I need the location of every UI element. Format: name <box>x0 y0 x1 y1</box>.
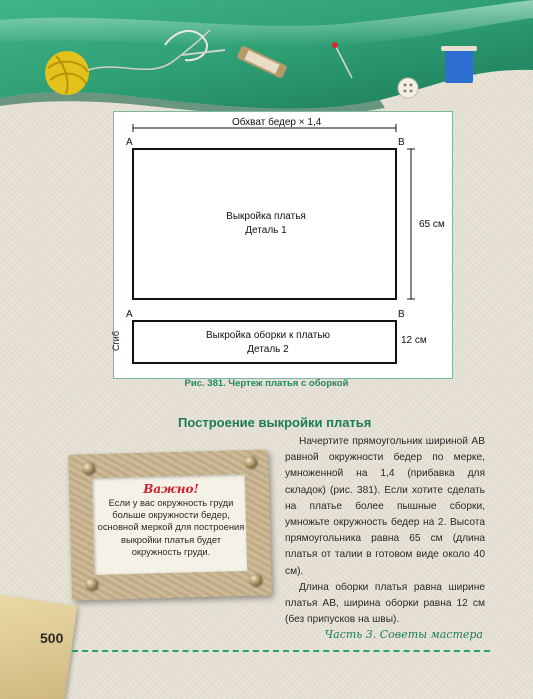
button-icon <box>398 78 418 98</box>
paragraph: Длина оборки платья равна ширине платья AB, ширина оборки равна 12 см (без припусков на швы). <box>285 581 485 626</box>
pattern-diagram <box>110 111 453 379</box>
note-text: Если у вас окружность груди больше окружности бедер, основной меркой для построения выкройки платья будет окружность груди. <box>97 497 245 557</box>
decorative-paper <box>0 595 77 699</box>
yarn-ball-icon <box>45 51 89 95</box>
footer-divider <box>72 650 490 652</box>
pin-icon <box>85 578 97 590</box>
figure-caption: Рис. 381. Чертеж платья с оборкой <box>184 378 349 389</box>
pin-icon <box>82 462 94 474</box>
ruffle-height-label: 12 см <box>401 335 427 346</box>
corner-label-b: B <box>398 137 405 148</box>
paragraph: Начертите прямоугольник шириной AB равной окружности бедер по мерке, умноженной на 1,4 (прибавка для складок) (рис. 381). Если хотите сделать на платье более пышные сборки, умножьте окружность бедер на 2. Высота прямоугольника равна 65 см (длина платья от талии в готовом виде около 40 см). <box>285 436 485 577</box>
main-rect <box>133 149 396 299</box>
corner-label-b-bottom: B <box>398 309 405 320</box>
footer-title: Часть 3. Советы мастера <box>324 628 483 641</box>
thread-spool-icon <box>441 46 477 88</box>
pin-icon <box>244 456 256 468</box>
page-number: 500 <box>40 630 64 646</box>
ruffle-rect <box>133 321 396 363</box>
ruffle-subtitle: Деталь 2 <box>247 344 289 355</box>
height-label: 65 см <box>419 219 445 230</box>
fold-label: Сгиб <box>110 331 121 351</box>
body-text <box>285 434 485 628</box>
top-width-label: Обхват бедер × 1,4 <box>232 117 322 128</box>
pin-icon <box>249 574 261 586</box>
corner-label-a-bottom: A <box>126 309 133 320</box>
corner-label-a: A <box>126 137 133 148</box>
ruffle-title: Выкройка оборки к платью <box>205 330 331 341</box>
section-title: Построение выкройки платья <box>178 415 372 430</box>
main-rect-subtitle: Деталь 1 <box>245 225 287 236</box>
main-rect-title: Выкройка платья <box>226 211 306 222</box>
note-title: Важно! <box>143 482 199 496</box>
